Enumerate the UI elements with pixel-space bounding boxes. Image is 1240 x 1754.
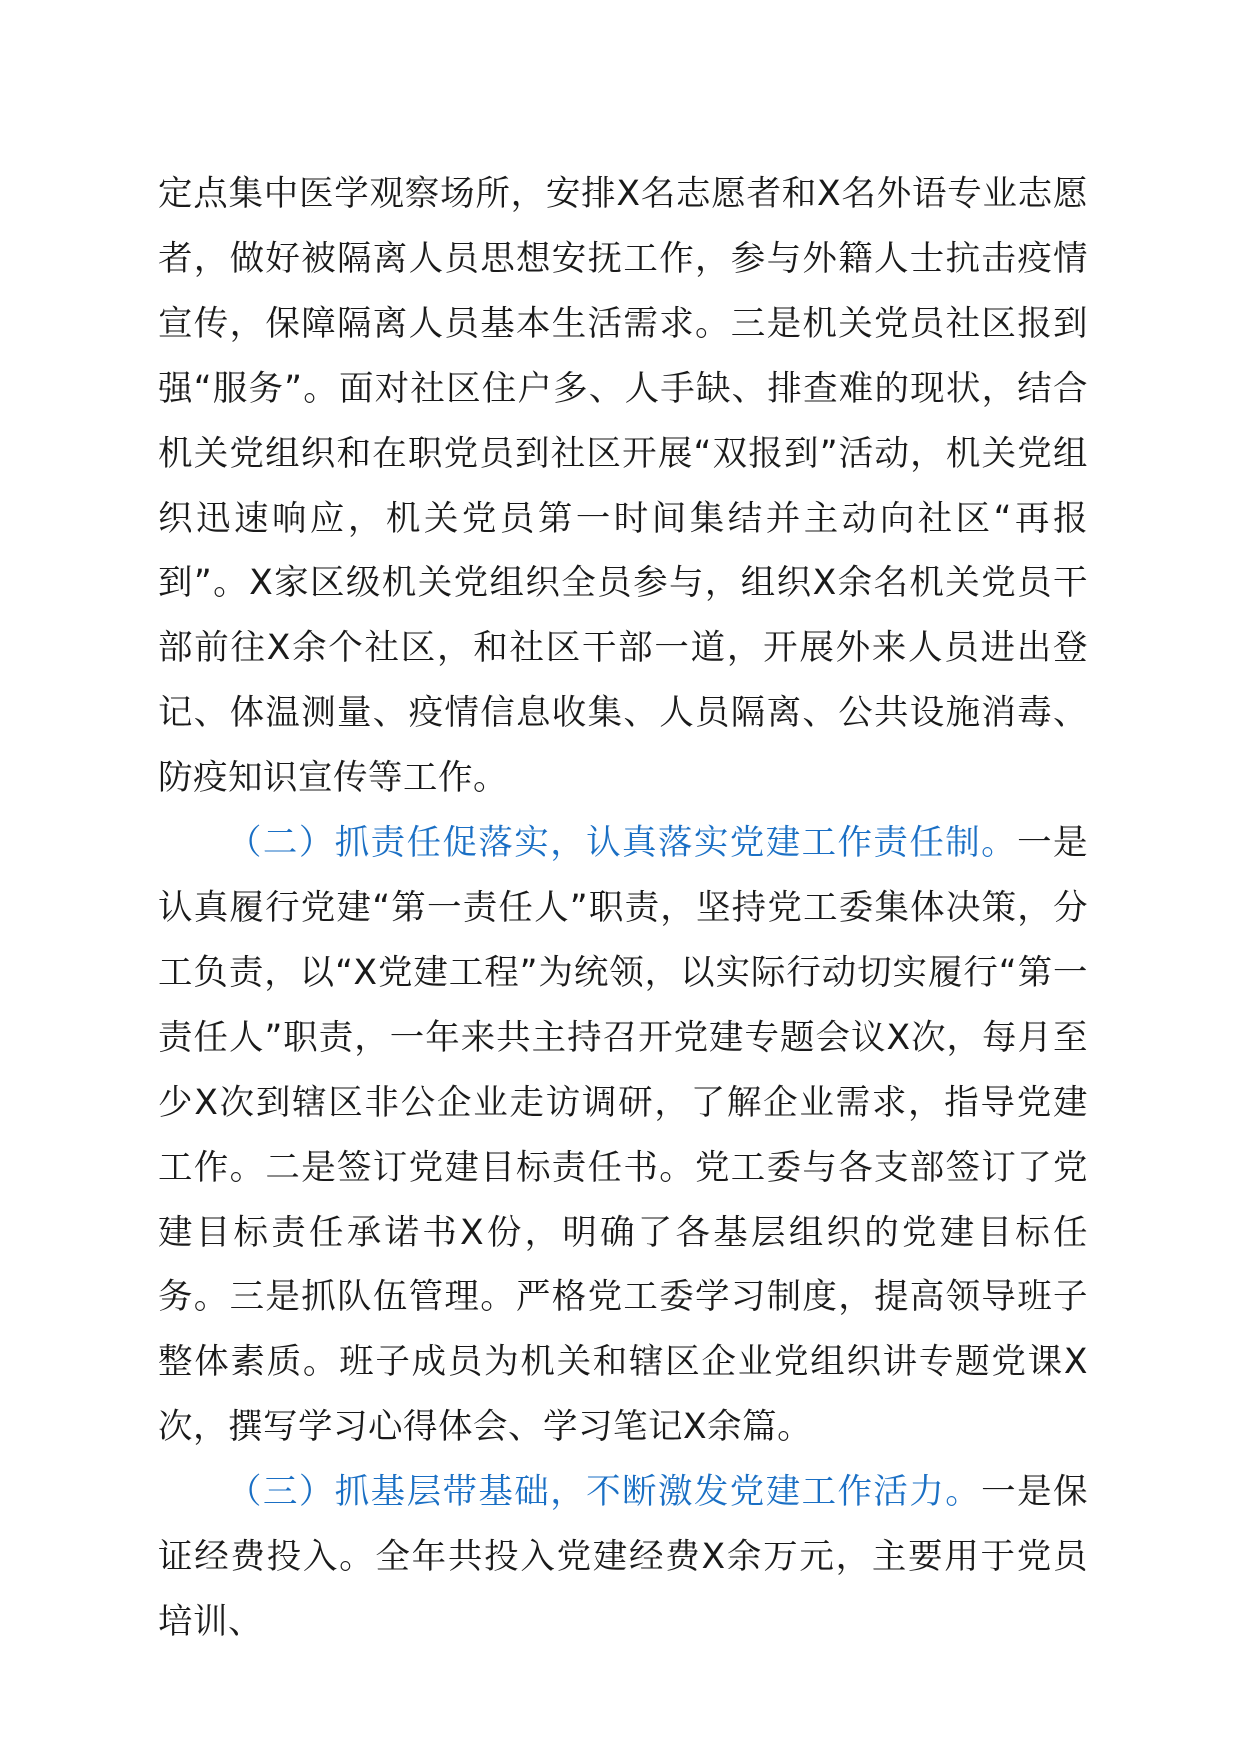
document-body [158,162,1088,1655]
section-heading-3: （三）抓基层带基础，不断激发党建工作活力。 [227,1472,982,1513]
section-heading-2: （二）抓责任促落实，认真落实党建工作责任制。 [227,823,1018,864]
section-body-3: 一是保证经费投入。全年共投入党建经费X余万元，主要用于党员培训、 [158,1472,1088,1642]
section-body-2: 一是认真履行党建“第一责任人”职责，坚持党工委集体决策，分工负责，以“X党建工程”为统领，以实际行动切实履行“第一责任人”职责，一年来共主持召开党建专题会议X次，每月至少X次到辖区非公企业走访调研，了解企业需求，指导党建工作。二是签订党建目标责任书。党工委与各支部签订了党建目标责任承诺书X份，明确了各基层组织的党建目标任务。三是抓队伍管理。严格党工委学习制度，提高领导班子整体素质。班子成员为机关和辖区企业党组织讲专题党课X次，撰写学习心得体会、学习笔记X余篇。 [158,823,1089,1448]
paragraph-section-2 [158,811,1088,1460]
paragraph-continuation: 定点集中医学观察场所，安排X名志愿者和X名外语专业志愿者，做好被隔离人员思想安抚工作，参与外籍人士抗击疫情宣传，保障隔离人员基本生活需求。三是机关党员社区报到强“服务”。面对社区住户多、人手缺、排查难的现状，结合机关党组织和在职党员到社区开展“双报到”活动，机关党组织迅速响应，机关党员第一时间集结并主动向社区“再报到”。X家区级机关党组织全员参与，组织X余名机关党员干部前往X余个社区，和社区干部一道，开展外来人员进出登记、体温测量、疫情信息收集、人员隔离、公共设施消毒、防疫知识宣传等工作。 [158,174,1088,799]
paragraph-section-3 [158,1460,1088,1655]
